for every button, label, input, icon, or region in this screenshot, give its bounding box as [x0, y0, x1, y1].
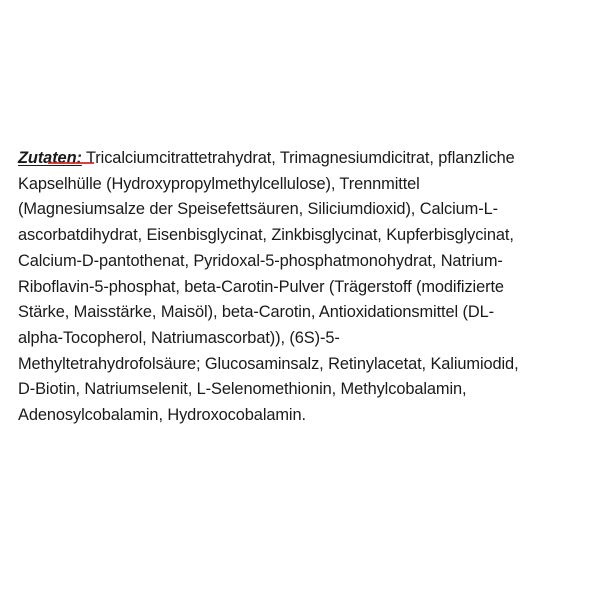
ingredients-text [18, 146, 588, 429]
watermark-stamp [48, 156, 96, 164]
ingredients-line: D-Biotin, Natriumselenit, L-Selenomethionin, Methylcobalamin, [18, 380, 467, 399]
ingredients-line: ascorbatdihydrat, Eisenbisglycinat, Zinkbisglycinat, Kupferbisglycinat, [18, 226, 514, 245]
ingredients-line: alpha-Tocopherol, Natriumascorbat)), (6S)-5- [18, 328, 340, 347]
ingredients-line [18, 146, 588, 172]
ingredients-line: Methyltetrahydrofolsäure; Glucosaminsalz, Retinylacetat, Kaliumiodid, [18, 354, 519, 373]
ingredients-line-text: Tricalciumcitrattetrahydrat, Trimagnesiumdicitrat, pflanzliche [81, 149, 515, 167]
ingredients-line: (Magnesiumsalze der Speisefettsäuren, Siliciumdioxid), Calcium-L- [18, 200, 498, 219]
ingredients-line: Riboflavin-5-phosphat, beta-Carotin-Pulver (Trägerstoff (modifizierte [18, 277, 504, 296]
ingredients-label: Zutaten: [18, 149, 82, 167]
ingredients-line: Calcium-D-pantothenat, Pyridoxal-5-phosphatmonohydrat, Natrium- [18, 251, 503, 270]
watermark-logo-icon [48, 161, 96, 164]
ingredients-line: Adenosylcobalamin, Hydroxocobalamin. [18, 406, 306, 425]
ingredients-line: Stärke, Maisstärke, Maisöl), beta-Carotin, Antioxidationsmittel (DL- [18, 303, 494, 322]
ingredients-line: Kapselhülle (Hydroxypropylmethylcellulose), Trennmittel [18, 174, 420, 193]
